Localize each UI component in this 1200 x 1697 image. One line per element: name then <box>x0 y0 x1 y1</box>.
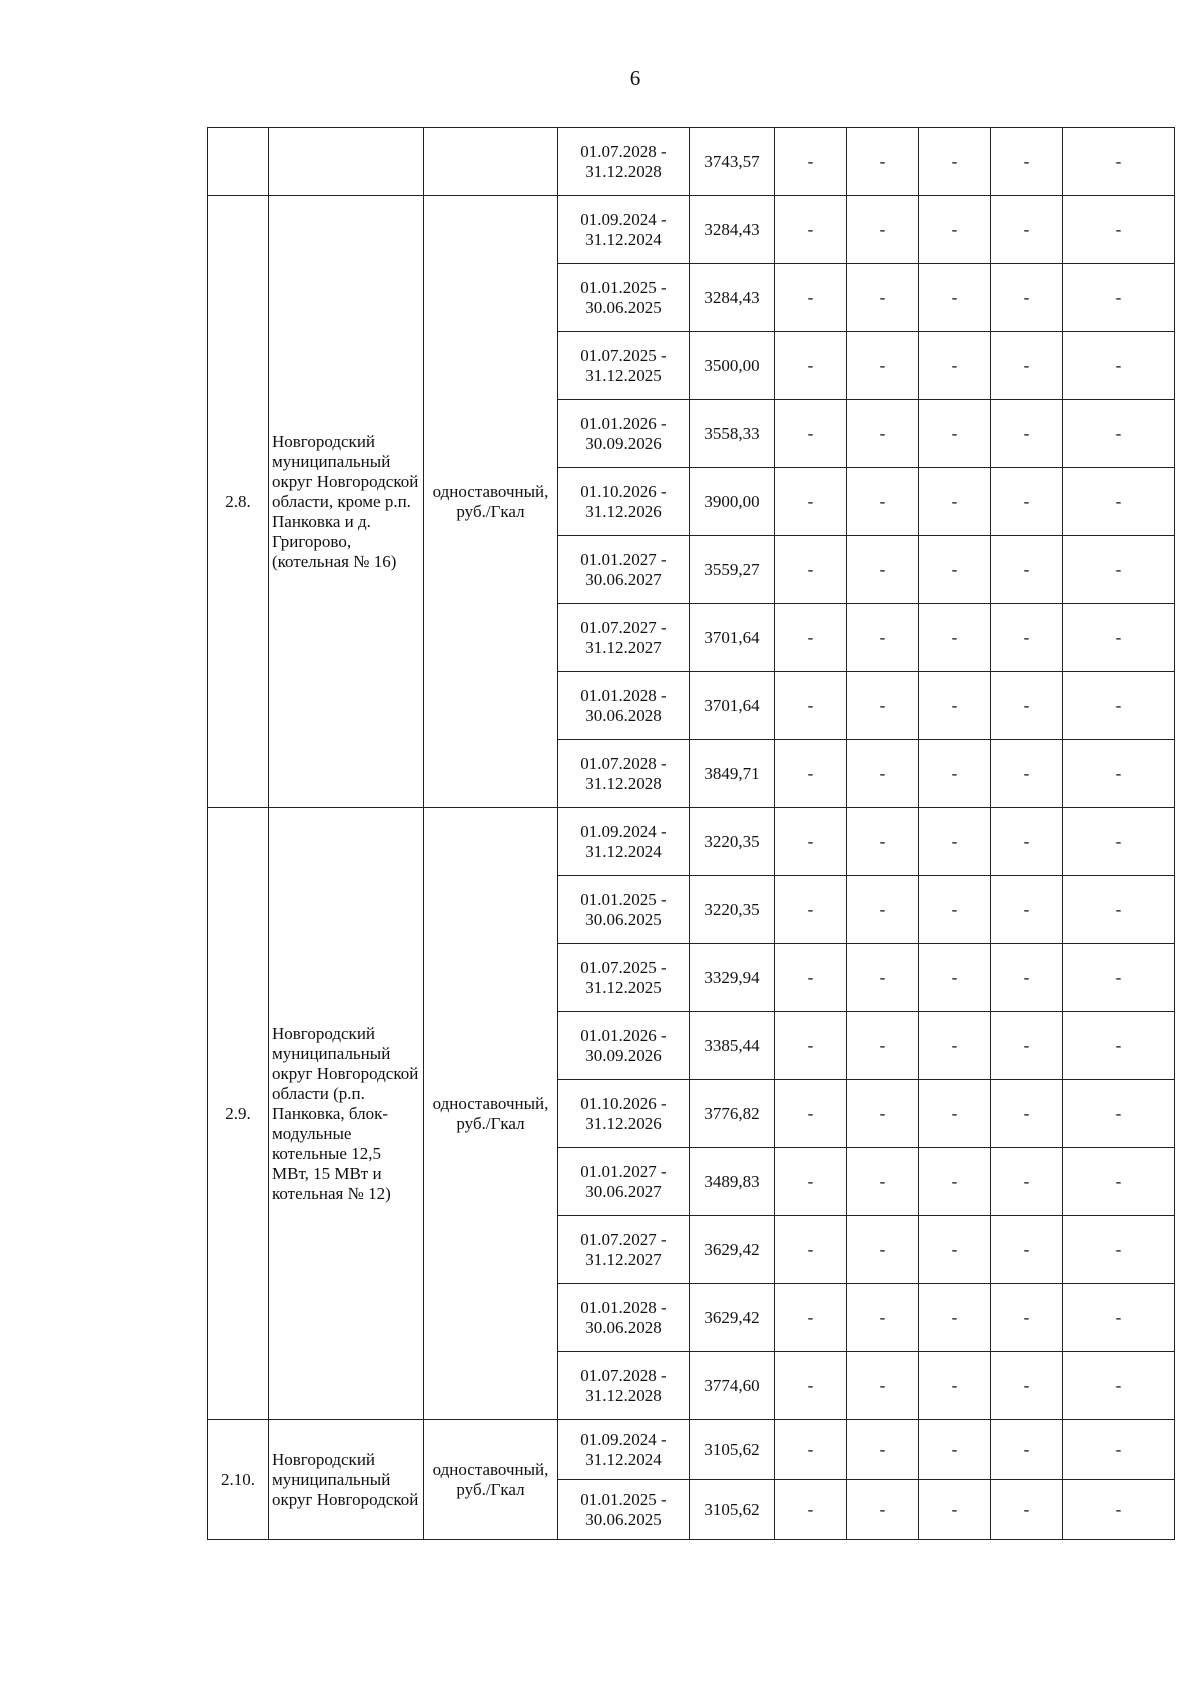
period-start: 01.01.2027 - <box>580 549 667 569</box>
territory-name: Новгородский муниципальный округ Новгородской области, кроме р.п. Панковка и д. Григорово, (котельная № 16) <box>269 196 424 808</box>
period-cell <box>558 1480 690 1540</box>
period-start: 01.01.2028 - <box>580 1297 667 1317</box>
table-row <box>208 1420 1175 1480</box>
period-cell <box>558 672 690 740</box>
period-end: 30.06.2027 <box>585 569 662 589</box>
empty-value-cell: - <box>1063 332 1175 400</box>
empty-value-cell: - <box>1063 1148 1175 1216</box>
empty-value-cell: - <box>1063 1012 1175 1080</box>
period-end: 31.12.2024 <box>585 841 662 861</box>
tariff-value: 3558,33 <box>690 400 775 468</box>
empty-value-cell: - <box>919 400 991 468</box>
period-end: 30.06.2025 <box>585 1509 662 1529</box>
tariff-value: 3105,62 <box>690 1420 775 1480</box>
period-start: 01.07.2028 - <box>580 1365 667 1385</box>
period-cell <box>558 1216 690 1284</box>
empty-value-cell: - <box>847 1352 919 1420</box>
territory-name: Новгородский муниципальный округ Новгородской области (р.п. Панковка, блок-модульные котельные 12,5 МВт, 15 МВт и котельная № 12) <box>269 808 424 1420</box>
empty-value-cell: - <box>991 1216 1063 1284</box>
period-end: 30.09.2026 <box>585 433 662 453</box>
empty-value-cell: - <box>847 264 919 332</box>
tariff-value: 3220,35 <box>690 876 775 944</box>
empty-value-cell: - <box>775 264 847 332</box>
empty-value-cell: - <box>991 604 1063 672</box>
empty-value-cell: - <box>919 1284 991 1352</box>
period-start: 01.07.2028 - <box>580 753 667 773</box>
period-start: 01.07.2025 - <box>580 345 667 365</box>
period-start: 01.07.2027 - <box>580 617 667 637</box>
period-start: 01.01.2025 - <box>580 277 667 297</box>
tariff-value: 3776,82 <box>690 1080 775 1148</box>
period-start: 01.09.2024 - <box>580 1429 667 1449</box>
empty-value-cell: - <box>919 1216 991 1284</box>
empty-value-cell: - <box>1063 876 1175 944</box>
empty-value-cell: - <box>919 1012 991 1080</box>
empty-value-cell: - <box>847 944 919 1012</box>
empty-value-cell: - <box>775 876 847 944</box>
period-cell <box>558 128 690 196</box>
empty-value-cell: - <box>847 400 919 468</box>
empty-value-cell: - <box>847 740 919 808</box>
empty-value-cell: - <box>1063 740 1175 808</box>
period-start: 01.07.2025 - <box>580 957 667 977</box>
empty-value-cell: - <box>775 808 847 876</box>
empty-value-cell: - <box>775 1284 847 1352</box>
empty-value-cell: - <box>847 468 919 536</box>
tariff-value: 3500,00 <box>690 332 775 400</box>
empty-value-cell: - <box>919 536 991 604</box>
empty-value-cell: - <box>775 1148 847 1216</box>
empty-value-cell: - <box>775 672 847 740</box>
empty-value-cell: - <box>775 1216 847 1284</box>
empty-value-cell: - <box>991 808 1063 876</box>
empty-value-cell: - <box>919 264 991 332</box>
period-start: 01.01.2028 - <box>580 685 667 705</box>
period-end: 30.09.2026 <box>585 1045 662 1065</box>
empty-value-cell: - <box>1063 400 1175 468</box>
empty-value-cell: - <box>919 1480 991 1540</box>
empty-value-cell: - <box>775 128 847 196</box>
period-cell <box>558 944 690 1012</box>
empty-value-cell: - <box>991 468 1063 536</box>
empty-value-cell: - <box>919 740 991 808</box>
period-end: 30.06.2028 <box>585 705 662 725</box>
item-number: 2.9. <box>208 808 269 1420</box>
tariff-value: 3385,44 <box>690 1012 775 1080</box>
empty-value-cell: - <box>775 740 847 808</box>
tariff-unit: одноставочный, руб./Гкал <box>424 196 558 808</box>
page-number: 6 <box>629 66 641 90</box>
empty-value-cell: - <box>919 1080 991 1148</box>
empty-value-cell: - <box>991 1012 1063 1080</box>
item-number <box>208 128 269 196</box>
empty-value-cell: - <box>919 128 991 196</box>
tariff-value: 3105,62 <box>690 1480 775 1540</box>
territory-name <box>269 128 424 196</box>
period-cell <box>558 1352 690 1420</box>
empty-value-cell: - <box>1063 264 1175 332</box>
tariff-value: 3900,00 <box>690 468 775 536</box>
empty-value-cell: - <box>991 128 1063 196</box>
empty-value-cell: - <box>991 400 1063 468</box>
empty-value-cell: - <box>1063 196 1175 264</box>
empty-value-cell: - <box>775 1352 847 1420</box>
empty-value-cell: - <box>991 332 1063 400</box>
tariff-value: 3629,42 <box>690 1216 775 1284</box>
period-cell <box>558 1080 690 1148</box>
period-cell <box>558 196 690 264</box>
tariff-unit: одноставочный, руб./Гкал <box>424 1420 558 1540</box>
empty-value-cell: - <box>1063 1216 1175 1284</box>
period-end: 31.12.2024 <box>585 1449 662 1469</box>
empty-value-cell: - <box>991 944 1063 1012</box>
period-end: 30.06.2025 <box>585 909 662 929</box>
empty-value-cell: - <box>1063 536 1175 604</box>
tariff-value: 3220,35 <box>690 808 775 876</box>
period-end: 31.12.2028 <box>585 161 662 181</box>
period-start: 01.10.2026 - <box>580 1093 667 1113</box>
empty-value-cell: - <box>1063 1352 1175 1420</box>
period-end: 31.12.2028 <box>585 773 662 793</box>
empty-value-cell: - <box>1063 1480 1175 1540</box>
item-number: 2.10. <box>208 1420 269 1540</box>
empty-value-cell: - <box>1063 672 1175 740</box>
empty-value-cell: - <box>991 740 1063 808</box>
empty-value-cell: - <box>847 1216 919 1284</box>
table-row <box>208 808 1175 876</box>
period-cell <box>558 740 690 808</box>
empty-value-cell: - <box>991 196 1063 264</box>
empty-value-cell: - <box>775 400 847 468</box>
empty-value-cell: - <box>1063 808 1175 876</box>
tariff-unit: одноставочный, руб./Гкал <box>424 808 558 1420</box>
empty-value-cell: - <box>847 128 919 196</box>
empty-value-cell: - <box>919 332 991 400</box>
empty-value-cell: - <box>919 1352 991 1420</box>
tariff-value: 3774,60 <box>690 1352 775 1420</box>
empty-value-cell: - <box>847 1480 919 1540</box>
empty-value-cell: - <box>847 196 919 264</box>
period-cell <box>558 1012 690 1080</box>
period-cell <box>558 876 690 944</box>
period-start: 01.01.2025 - <box>580 889 667 909</box>
empty-value-cell: - <box>775 332 847 400</box>
empty-value-cell: - <box>919 1148 991 1216</box>
empty-value-cell: - <box>847 332 919 400</box>
period-end: 31.12.2026 <box>585 501 662 521</box>
tariff-value: 3329,94 <box>690 944 775 1012</box>
empty-value-cell: - <box>991 1080 1063 1148</box>
period-end: 31.12.2025 <box>585 977 662 997</box>
empty-value-cell: - <box>1063 128 1175 196</box>
empty-value-cell: - <box>919 468 991 536</box>
period-cell <box>558 808 690 876</box>
period-end: 31.12.2026 <box>585 1113 662 1133</box>
period-cell <box>558 1420 690 1480</box>
empty-value-cell: - <box>919 672 991 740</box>
period-start: 01.07.2027 - <box>580 1229 667 1249</box>
territory-name: Новгородский муниципальный округ Новгородской <box>269 1420 424 1540</box>
empty-value-cell: - <box>919 944 991 1012</box>
tariff-value: 3559,27 <box>690 536 775 604</box>
period-start: 01.07.2028 - <box>580 141 667 161</box>
period-start: 01.01.2027 - <box>580 1161 667 1181</box>
empty-value-cell: - <box>1063 944 1175 1012</box>
empty-value-cell: - <box>847 604 919 672</box>
empty-value-cell: - <box>847 536 919 604</box>
empty-value-cell: - <box>919 604 991 672</box>
period-start: 01.01.2025 - <box>580 1489 667 1509</box>
period-end: 30.06.2027 <box>585 1181 662 1201</box>
period-cell <box>558 536 690 604</box>
empty-value-cell: - <box>1063 1420 1175 1480</box>
empty-value-cell: - <box>847 876 919 944</box>
empty-value-cell: - <box>775 1080 847 1148</box>
tariff-value: 3701,64 <box>690 604 775 672</box>
period-cell <box>558 400 690 468</box>
period-end: 31.12.2027 <box>585 1249 662 1269</box>
empty-value-cell: - <box>775 604 847 672</box>
period-end: 30.06.2028 <box>585 1317 662 1337</box>
tariff-table <box>207 127 1175 1540</box>
period-cell <box>558 332 690 400</box>
empty-value-cell: - <box>991 876 1063 944</box>
period-start: 01.10.2026 - <box>580 481 667 501</box>
period-end: 30.06.2025 <box>585 297 662 317</box>
period-end: 31.12.2024 <box>585 229 662 249</box>
tariff-unit <box>424 128 558 196</box>
empty-value-cell: - <box>991 1284 1063 1352</box>
empty-value-cell: - <box>1063 604 1175 672</box>
empty-value-cell: - <box>775 1420 847 1480</box>
empty-value-cell: - <box>1063 1080 1175 1148</box>
empty-value-cell: - <box>919 196 991 264</box>
tariff-value: 3489,83 <box>690 1148 775 1216</box>
tariff-value: 3849,71 <box>690 740 775 808</box>
tariff-table-body <box>208 128 1175 1540</box>
empty-value-cell: - <box>991 536 1063 604</box>
table-row <box>208 196 1175 264</box>
empty-value-cell: - <box>847 1420 919 1480</box>
empty-value-cell: - <box>919 1420 991 1480</box>
empty-value-cell: - <box>991 1352 1063 1420</box>
period-start: 01.01.2026 - <box>580 1025 667 1045</box>
empty-value-cell: - <box>847 1284 919 1352</box>
empty-value-cell: - <box>919 876 991 944</box>
empty-value-cell: - <box>991 264 1063 332</box>
period-start: 01.01.2026 - <box>580 413 667 433</box>
period-end: 31.12.2027 <box>585 637 662 657</box>
empty-value-cell: - <box>847 1012 919 1080</box>
tariff-value: 3284,43 <box>690 264 775 332</box>
tariff-value: 3701,64 <box>690 672 775 740</box>
tariff-value: 3284,43 <box>690 196 775 264</box>
period-start: 01.09.2024 - <box>580 209 667 229</box>
empty-value-cell: - <box>1063 468 1175 536</box>
item-number: 2.8. <box>208 196 269 808</box>
table-row <box>208 128 1175 196</box>
empty-value-cell: - <box>775 944 847 1012</box>
tariff-value: 3743,57 <box>690 128 775 196</box>
period-cell <box>558 604 690 672</box>
empty-value-cell: - <box>775 468 847 536</box>
period-start: 01.09.2024 - <box>580 821 667 841</box>
empty-value-cell: - <box>1063 1284 1175 1352</box>
tariff-value: 3629,42 <box>690 1284 775 1352</box>
empty-value-cell: - <box>847 672 919 740</box>
empty-value-cell: - <box>775 196 847 264</box>
period-cell <box>558 1284 690 1352</box>
empty-value-cell: - <box>991 1148 1063 1216</box>
empty-value-cell: - <box>847 808 919 876</box>
empty-value-cell: - <box>991 672 1063 740</box>
period-end: 31.12.2028 <box>585 1385 662 1405</box>
empty-value-cell: - <box>991 1480 1063 1540</box>
empty-value-cell: - <box>991 1420 1063 1480</box>
empty-value-cell: - <box>775 536 847 604</box>
empty-value-cell: - <box>919 808 991 876</box>
period-cell <box>558 264 690 332</box>
empty-value-cell: - <box>775 1012 847 1080</box>
period-end: 31.12.2025 <box>585 365 662 385</box>
period-cell <box>558 468 690 536</box>
period-cell <box>558 1148 690 1216</box>
empty-value-cell: - <box>775 1480 847 1540</box>
empty-value-cell: - <box>847 1148 919 1216</box>
empty-value-cell: - <box>847 1080 919 1148</box>
